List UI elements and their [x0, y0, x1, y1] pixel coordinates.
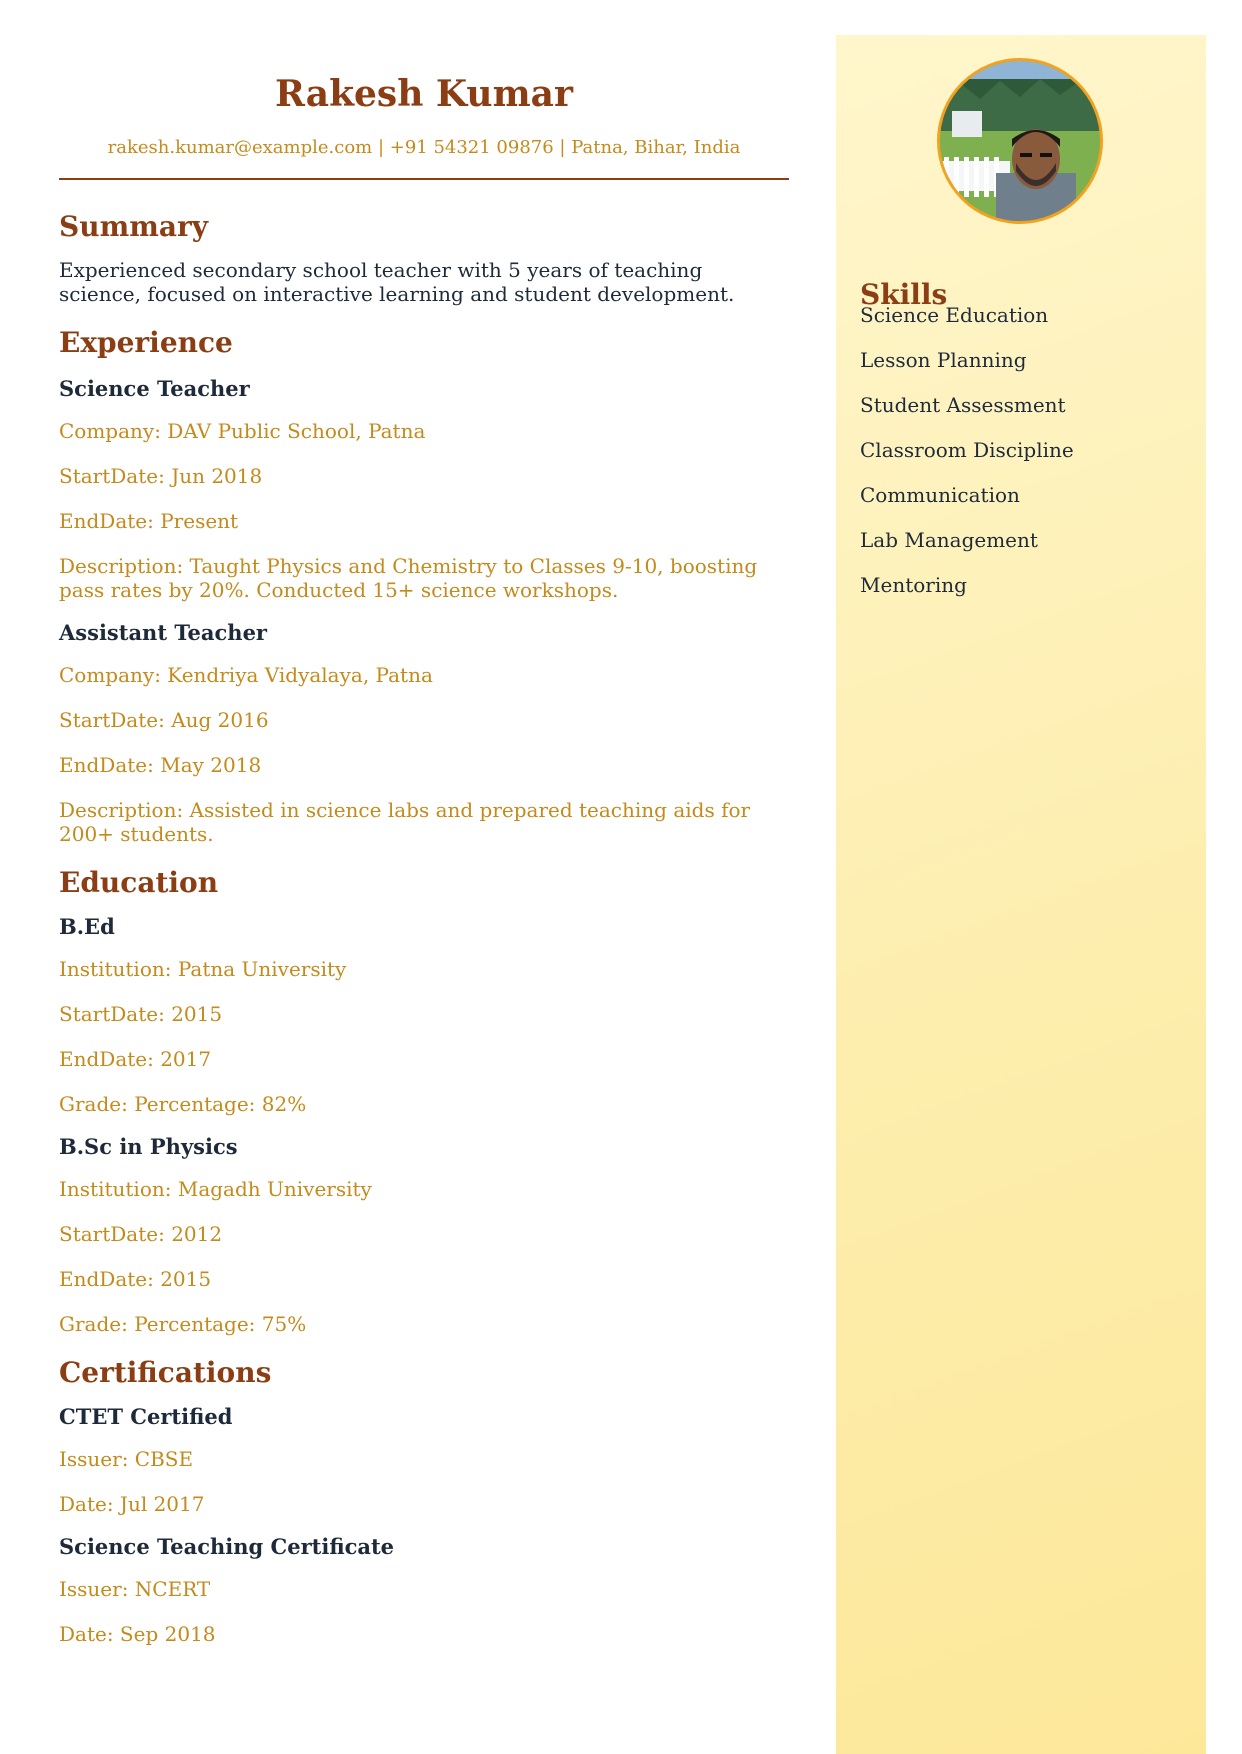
summary-text: Experienced secondary school teacher with 5 years of teaching science, focused on interactive learning and student development. — [59, 258, 735, 306]
main-column — [59, 72, 789, 1646]
education-end-date: EndDate: 2015 — [59, 1267, 212, 1291]
experience-role: Assistant Teacher — [59, 620, 267, 645]
education-institution: Institution: Magadh University — [59, 1177, 372, 1201]
skill-item: Science Education — [860, 303, 1049, 327]
education-grade: Grade: Percentage: 75% — [59, 1312, 307, 1336]
skill-item: Lesson Planning — [860, 348, 1027, 372]
contact-line: rakesh.kumar@example.com | +91 54321 09876 | Patna, Bihar, India — [107, 137, 741, 158]
experience-company: Company: DAV Public School, Patna — [59, 419, 426, 443]
experience-company: Company: Kendriya Vidyalaya, Patna — [59, 663, 433, 687]
education-entry — [59, 914, 789, 1116]
certification-name: Science Teaching Certificate — [59, 1534, 395, 1559]
education-degree: B.Ed — [59, 914, 115, 939]
skill-item: Mentoring — [860, 573, 967, 597]
education-section — [59, 866, 789, 1336]
certification-entry — [59, 1404, 789, 1516]
certifications-section — [59, 1356, 789, 1646]
certification-date: Date: Jul 2017 — [59, 1492, 205, 1516]
experience-end-date: EndDate: Present — [59, 509, 239, 533]
certifications-heading: Certifications — [59, 1356, 272, 1389]
skill-item: Lab Management — [860, 528, 1038, 552]
summary-section — [59, 210, 789, 306]
education-entry — [59, 1134, 789, 1336]
education-institution: Institution: Patna University — [59, 957, 347, 981]
candidate-name: Rakesh Kumar — [275, 73, 573, 115]
skills-list — [860, 303, 1074, 618]
skill-item: Communication — [860, 483, 1020, 507]
certification-entry — [59, 1534, 789, 1646]
education-end-date: EndDate: 2017 — [59, 1047, 212, 1071]
experience-entry — [59, 620, 789, 846]
summary-heading: Summary — [59, 210, 208, 243]
experience-description: Description: Assisted in science labs and prepared teaching aids for 200+ students. — [59, 798, 751, 846]
skill-item: Student Assessment — [860, 393, 1066, 417]
experience-section — [59, 326, 789, 846]
skill-item: Classroom Discipline — [860, 438, 1074, 462]
certification-date: Date: Sep 2018 — [59, 1622, 216, 1646]
certification-issuer: Issuer: NCERT — [59, 1577, 211, 1601]
header-divider — [59, 178, 789, 180]
profile-photo-image — [940, 61, 1100, 221]
experience-start-date: StartDate: Jun 2018 — [59, 464, 263, 488]
experience-entry — [59, 376, 789, 602]
experience-end-date: EndDate: May 2018 — [59, 753, 262, 777]
experience-start-date: StartDate: Aug 2016 — [59, 708, 269, 732]
profile-photo — [937, 58, 1103, 224]
sidebar — [836, 35, 1206, 1754]
education-start-date: StartDate: 2012 — [59, 1222, 223, 1246]
certification-issuer: Issuer: CBSE — [59, 1447, 194, 1471]
certification-name: CTET Certified — [59, 1404, 233, 1429]
skills-heading: Skills — [860, 278, 948, 312]
education-heading: Education — [59, 866, 219, 899]
education-degree: B.Sc in Physics — [59, 1134, 238, 1159]
education-grade: Grade: Percentage: 82% — [59, 1092, 307, 1116]
experience-heading: Experience — [59, 326, 233, 359]
experience-description: Description: Taught Physics and Chemistry to Classes 9-10, boosting pass rates by 20%. Conducted 15+ science workshops. — [59, 554, 758, 602]
experience-role: Science Teacher — [59, 376, 250, 401]
education-start-date: StartDate: 2015 — [59, 1002, 223, 1026]
